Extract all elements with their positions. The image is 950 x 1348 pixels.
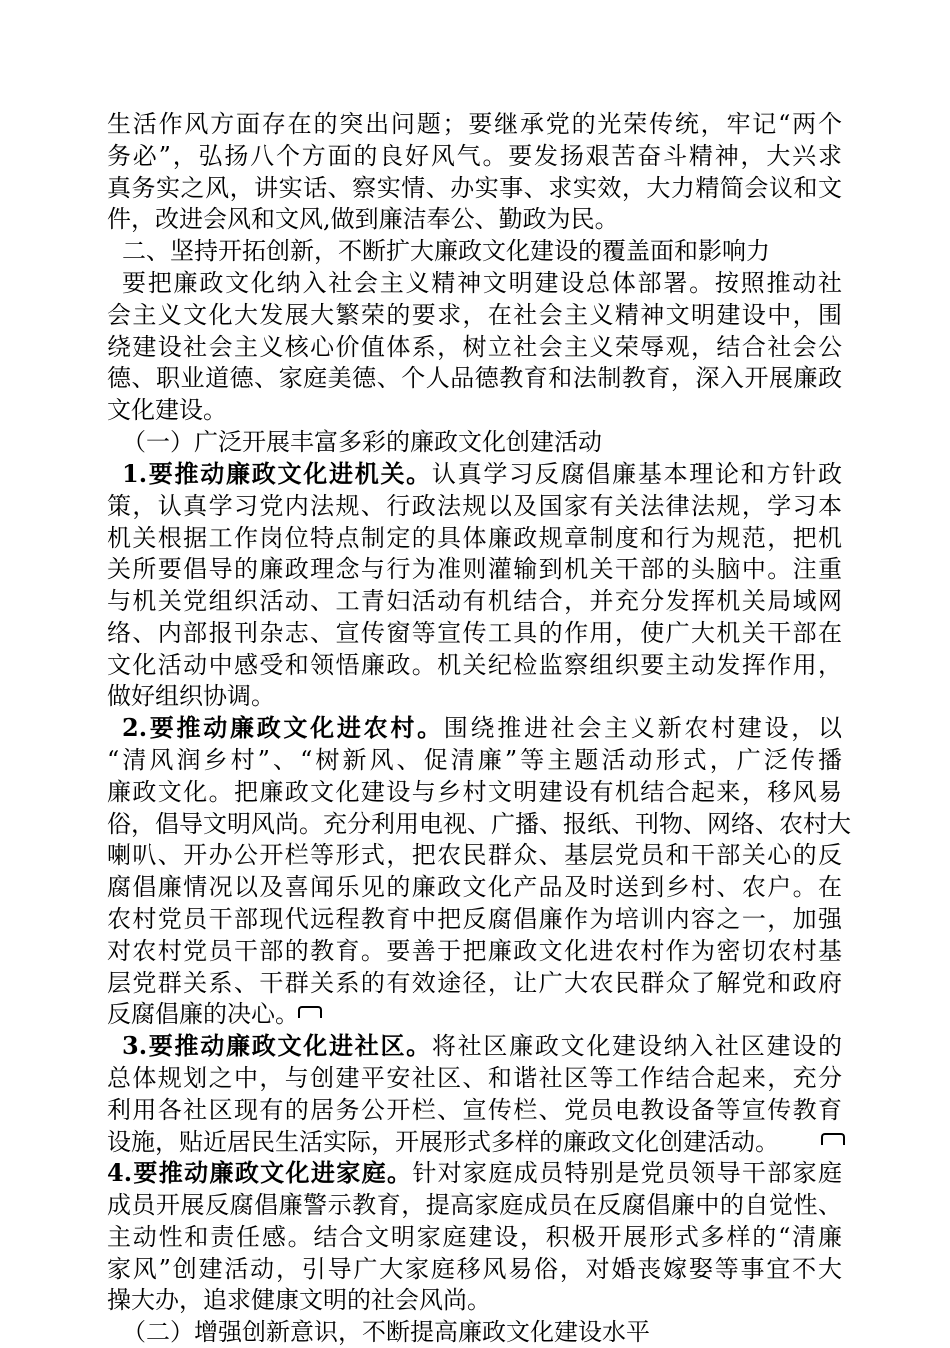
text-line: 络、内部报刊杂志、宣传窗等宣传工具的作用，使广大机关干部在 [107, 619, 842, 647]
text-line: 操大办，追求健康文明的社会风尚。 [107, 1286, 491, 1314]
text-line: 廉政文化。把廉政文化建设与乡村文明建设有机结合起来，移风易 [107, 778, 842, 806]
text-line: 家风”创建活动，引导广大家庭移风易俗，对婚丧嫁娶等事宜不大 [107, 1255, 842, 1283]
text-line: 设施，贴近居民生活实际，开展形式多样的廉政文化创建活动。 [107, 1128, 779, 1156]
text-line: 文化建设。 [107, 396, 227, 424]
text-line: 机关根据工作岗位特点制定的具体廉政规章制度和行为规范，把机 [107, 524, 842, 552]
item-heading: 2.要推动廉政文化进农村。 [122, 713, 444, 742]
text-line: 总体规划之中，与创建平安社区、和谐社区等工作结合起来，充分 [107, 1064, 842, 1092]
text-line: 喇叭、开办公开栏等形式，把农民群众、基层党员和干部关心的反 [107, 841, 842, 869]
text-line: 关所要倡导的廉政理念与行为准则灌输到机关干部的头脑中。注重 [107, 555, 842, 583]
text-line: 俗，倡导文明风尚。充分利用电视、广播、报纸、刊物、网络、农村大 [107, 810, 851, 838]
text-line: 务必”，弘扬八个方面的良好风气。要发扬艰苦奋斗精神，大兴求 [107, 142, 842, 170]
text-line: 层党群关系、干群关系的有效途径，让广大农民群众了解党和政府 [107, 969, 842, 997]
item-text: 围绕推进社会主义新农村建设，以 [443, 714, 842, 742]
text-line: 利用各社区现有的居务公开栏、宣传栏、党员电教设备等宣传教育 [107, 1096, 842, 1124]
text-line: 文化活动中感受和领悟廉政。机关纪检监察组织要主动发挥作用， [107, 651, 842, 679]
list-item [122, 712, 842, 744]
list-item [122, 458, 842, 490]
text-line: “清风润乡村”、“树新风、促清廉”等主题活动形式，广泛传播 [107, 746, 842, 774]
text-line: 与机关党组织活动、工青妇活动有机结合，并充分发挥机关局域网 [107, 587, 842, 615]
item-heading: 1.要推动廉政文化进机关。 [122, 459, 432, 488]
item-heading: 4.要推动廉政文化进家庭。 [107, 1158, 413, 1187]
revision-mark [821, 1133, 845, 1145]
text-line: 腐倡廉情况以及喜闻乐见的廉政文化产品及时送到乡村、农户。在 [107, 873, 842, 901]
text-line: 主动性和责任感。结合文明家庭建设，积极开展形式多样的“清廉 [107, 1223, 842, 1251]
item-text: 针对家庭成员特别是党员领导干部家庭 [412, 1159, 843, 1187]
subsection-heading: （一）广泛开展丰富多彩的廉政文化创建活动 [122, 428, 602, 456]
section-heading: 二、坚持开拓创新，不断扩大廉政文化建设的覆盖面和影响力 [122, 237, 770, 265]
text-line: 会主义文化大发展大繁荣的要求，在社会主义精神文明建设中，围 [107, 301, 842, 329]
text-line: 真务实之风，讲实话、察实情、办实事、求实效，大力精简会议和文 [107, 174, 842, 202]
text-line: 要把廉政文化纳入社会主义精神文明建设总体部署。按照推动社 [122, 269, 842, 297]
subsection-heading: （二）增强创新意识，不断提高廉政文化建设水平 [122, 1318, 650, 1346]
text-line: 件，改进会风和文风,做到廉洁奉公、勤政为民。 [107, 205, 619, 233]
item-heading: 3.要推动廉政文化进社区。 [122, 1031, 432, 1060]
revision-mark [298, 1006, 322, 1018]
text-line: 德、职业道德、家庭美德、个人品德教育和法制教育，深入开展廉政 [107, 364, 842, 392]
text-line: 绕建设社会主义核心价值体系，树立社会主义荣辱观，结合社会公 [107, 333, 842, 361]
text-line: 对农村党员干部的教育。要善于把廉政文化进农村作为密切农村基 [107, 937, 842, 965]
text-line: 农村党员干部现代远程教育中把反腐倡廉作为培训内容之一，加强 [107, 905, 842, 933]
text-line: 生活作风方面存在的突出问题；要继承党的光荣传统，牢记“两个 [107, 110, 842, 138]
text-line: 反腐倡廉的决心。 [107, 1000, 299, 1028]
text-line: 成员开展反腐倡廉警示教育，提高家庭成员在反腐倡廉中的自觉性、 [107, 1191, 842, 1219]
list-item [107, 1157, 842, 1189]
text-line: 做好组织协调。 [107, 682, 275, 710]
item-text: 将社区廉政文化建设纳入社区建设的 [431, 1032, 842, 1060]
list-item [122, 1030, 842, 1062]
item-text: 认真学习反腐倡廉基本理论和方针政 [431, 460, 842, 488]
text-line: 策，认真学习党内法规、行政法规以及国家有关法律法规，学习本 [107, 492, 842, 520]
